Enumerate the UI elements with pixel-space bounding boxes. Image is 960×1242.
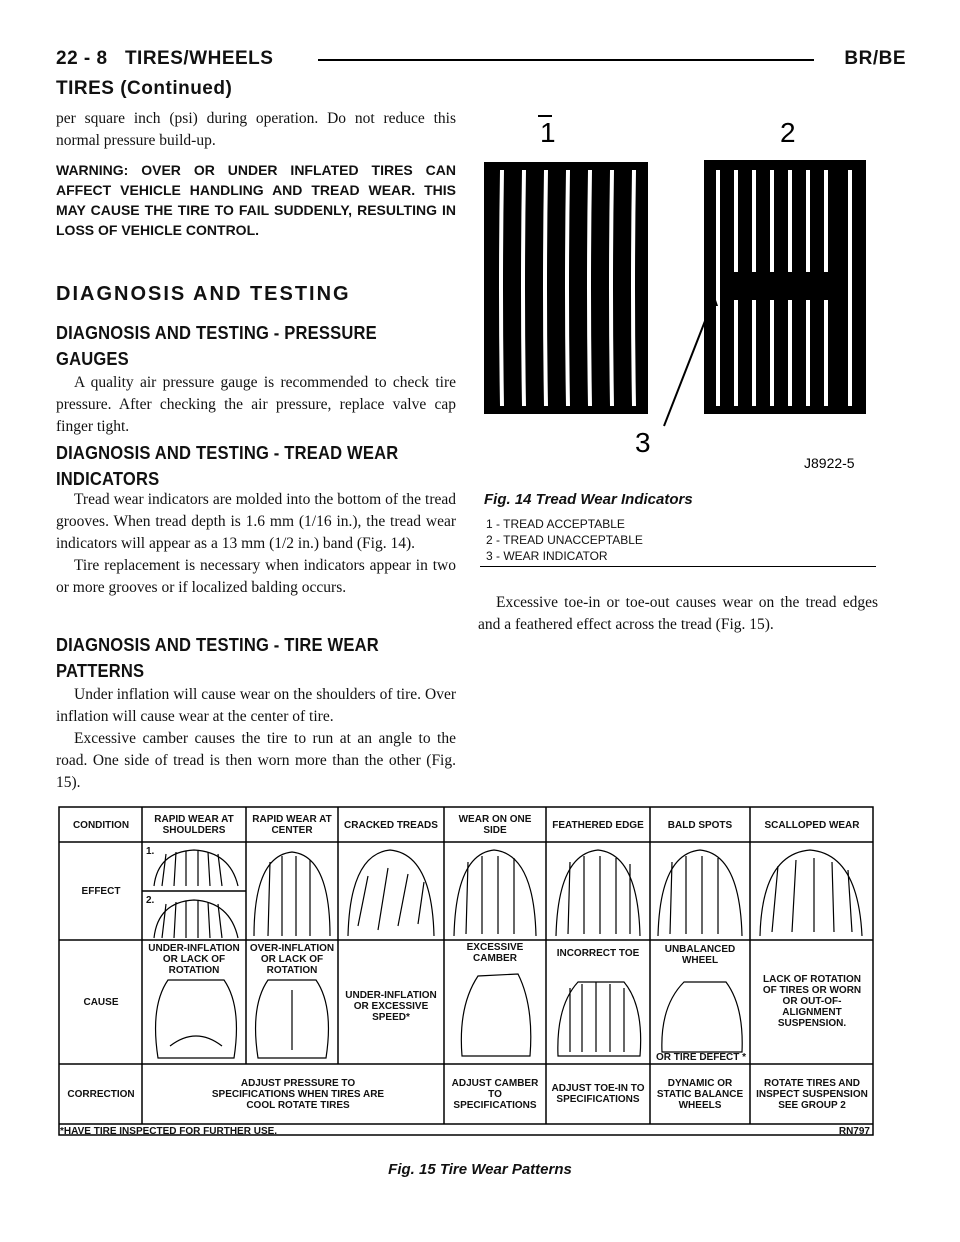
tread-wear-heading: DIAGNOSIS AND TESTING - TREAD WEAR INDICATORS xyxy=(56,443,399,489)
tire-wear-patterns-heading: DIAGNOSIS AND TESTING - TIRE WEAR PATTERNS xyxy=(56,635,379,681)
fig14-legend xyxy=(486,516,643,564)
callout-1: 1 xyxy=(540,117,556,148)
tread-wear-indicators-figure xyxy=(478,110,878,490)
correction-cell: ADJUST CAMBER TO SPECIFICATIONS xyxy=(451,1077,539,1111)
row-label-condition: CONDITION xyxy=(72,819,130,831)
tread-wear-text-2: Tire replacement is necessary when indicators appear in two or more grooves or if localized balding occurs. xyxy=(56,557,456,596)
continued-heading: TIRES (Continued) xyxy=(56,78,233,99)
legend-item: 1 - TREAD ACCEPTABLE xyxy=(486,517,625,531)
cause-cell: LACK OF ROTATION OF TIRES OR WORN OR OUT-OF-ALIGNMENT SUSPENSION. xyxy=(762,973,862,1029)
condition-cell: RAPID WEAR AT CENTER xyxy=(252,814,332,836)
cause-cell: UNDER-INFLATION OR EXCESSIVE SPEED* xyxy=(345,989,437,1023)
cause-note: OR TIRE DEFECT * xyxy=(655,1052,746,1063)
cause-cell: EXCESSIVE CAMBER xyxy=(466,942,524,964)
correction-cell: ADJUST PRESSURE TO SPECIFICATIONS WHEN TIRES ARE COOL ROTATE TIRES xyxy=(211,1077,385,1111)
callout-2: 2 xyxy=(780,117,796,148)
fig14-code: J8922-5 xyxy=(804,455,855,471)
cause-cell: OVER-INFLATION OR LACK OF ROTATION xyxy=(249,942,335,976)
cause-cell: UNBALANCED WHEEL xyxy=(664,944,736,966)
pressure-gauges-heading: DIAGNOSIS AND TESTING - PRESSURE GAUGES xyxy=(56,323,377,369)
header-rule xyxy=(318,59,814,61)
fig15-caption: Fig. 15 Tire Wear Patterns xyxy=(388,1161,572,1178)
page-header xyxy=(56,48,906,78)
warning-paragraph: WARNING: OVER OR UNDER INFLATED TIRES CAN AFFECT VEHICLE HANDLING AND TREAD WEAR. THIS MAY CAUSE THE TIRE TO FAIL SUDDENLY, RESULTING IN LOSS OF VEHICLE CONTROL. xyxy=(56,162,456,238)
tread-wear-text-1: Tread wear indicators are molded into the bottom of the tread grooves. When tread depth is 1.6 mm (1/16 in.), the tread wear indicators will appear as a 13 mm (1/2 in.) band (Fig. 14). xyxy=(56,491,456,552)
correction-cell: DYNAMIC OR STATIC BALANCE WHEELS xyxy=(656,1077,744,1111)
condition-cell: BALD SPOTS xyxy=(667,819,733,831)
tire-wear-text-1: Under inflation will cause wear on the shoulders of tire. Over inflation will cause wear at the center of tire. xyxy=(56,686,456,725)
model-code: BR/BE xyxy=(844,48,906,69)
cause-cell: UNDER-INFLATION OR LACK OF ROTATION xyxy=(148,942,240,976)
correction-cell: ROTATE TIRES AND INSPECT SUSPENSION SEE GROUP 2 xyxy=(756,1077,868,1111)
fig14-rule xyxy=(480,566,876,567)
correction-cell: ADJUST TOE-IN TO SPECIFICATIONS xyxy=(551,1083,645,1105)
intro-paragraph: per square inch (psi) during operation. Do not reduce this normal pressure build-up. xyxy=(56,110,456,149)
toe-paragraph: Excessive toe-in or toe-out causes wear on the tread edges and a feathered effect across the tread (Fig. 15). xyxy=(478,594,878,633)
page-number-section: 22 - 8 TIRES/WHEELS xyxy=(56,48,274,69)
condition-cell: SCALLOPED WEAR xyxy=(764,819,860,831)
effect-mark-1: 1. xyxy=(146,846,155,857)
fig14-caption: Fig. 14 Tread Wear Indicators xyxy=(484,491,693,508)
condition-cell: RAPID WEAR AT SHOULDERS xyxy=(154,814,234,836)
table-footnote: *HAVE TIRE INSPECTED FOR FURTHER USE. xyxy=(60,1126,278,1137)
diagnosis-heading: DIAGNOSIS AND TESTING xyxy=(56,283,351,305)
legend-item: 3 - WEAR INDICATOR xyxy=(486,549,608,563)
fig15-code: RN797 xyxy=(838,1126,870,1137)
row-label-cause: CAUSE xyxy=(83,996,119,1008)
condition-cell: CRACKED TREADS xyxy=(344,819,438,831)
row-label-correction: CORRECTION xyxy=(67,1088,135,1100)
tire-wear-patterns-table xyxy=(58,806,874,1136)
legend-item: 2 - TREAD UNACCEPTABLE xyxy=(486,533,643,547)
row-label-effect: EFFECT xyxy=(81,885,121,897)
pressure-gauges-text: A quality air pressure gauge is recommended to check tire pressure. After checking the air pressure, replace valve cap finger tight. xyxy=(56,374,456,435)
effect-mark-2: 2. xyxy=(146,895,155,906)
tire-wear-text-2: Excessive camber causes the tire to run at an angle to the road. One side of tread is then worn more than the other (Fig. 15). xyxy=(56,730,456,791)
condition-cell: WEAR ON ONE SIDE xyxy=(458,814,532,836)
cause-cell: INCORRECT TOE xyxy=(556,947,640,959)
condition-cell: FEATHERED EDGE xyxy=(552,819,644,831)
callout-3: 3 xyxy=(635,427,651,458)
